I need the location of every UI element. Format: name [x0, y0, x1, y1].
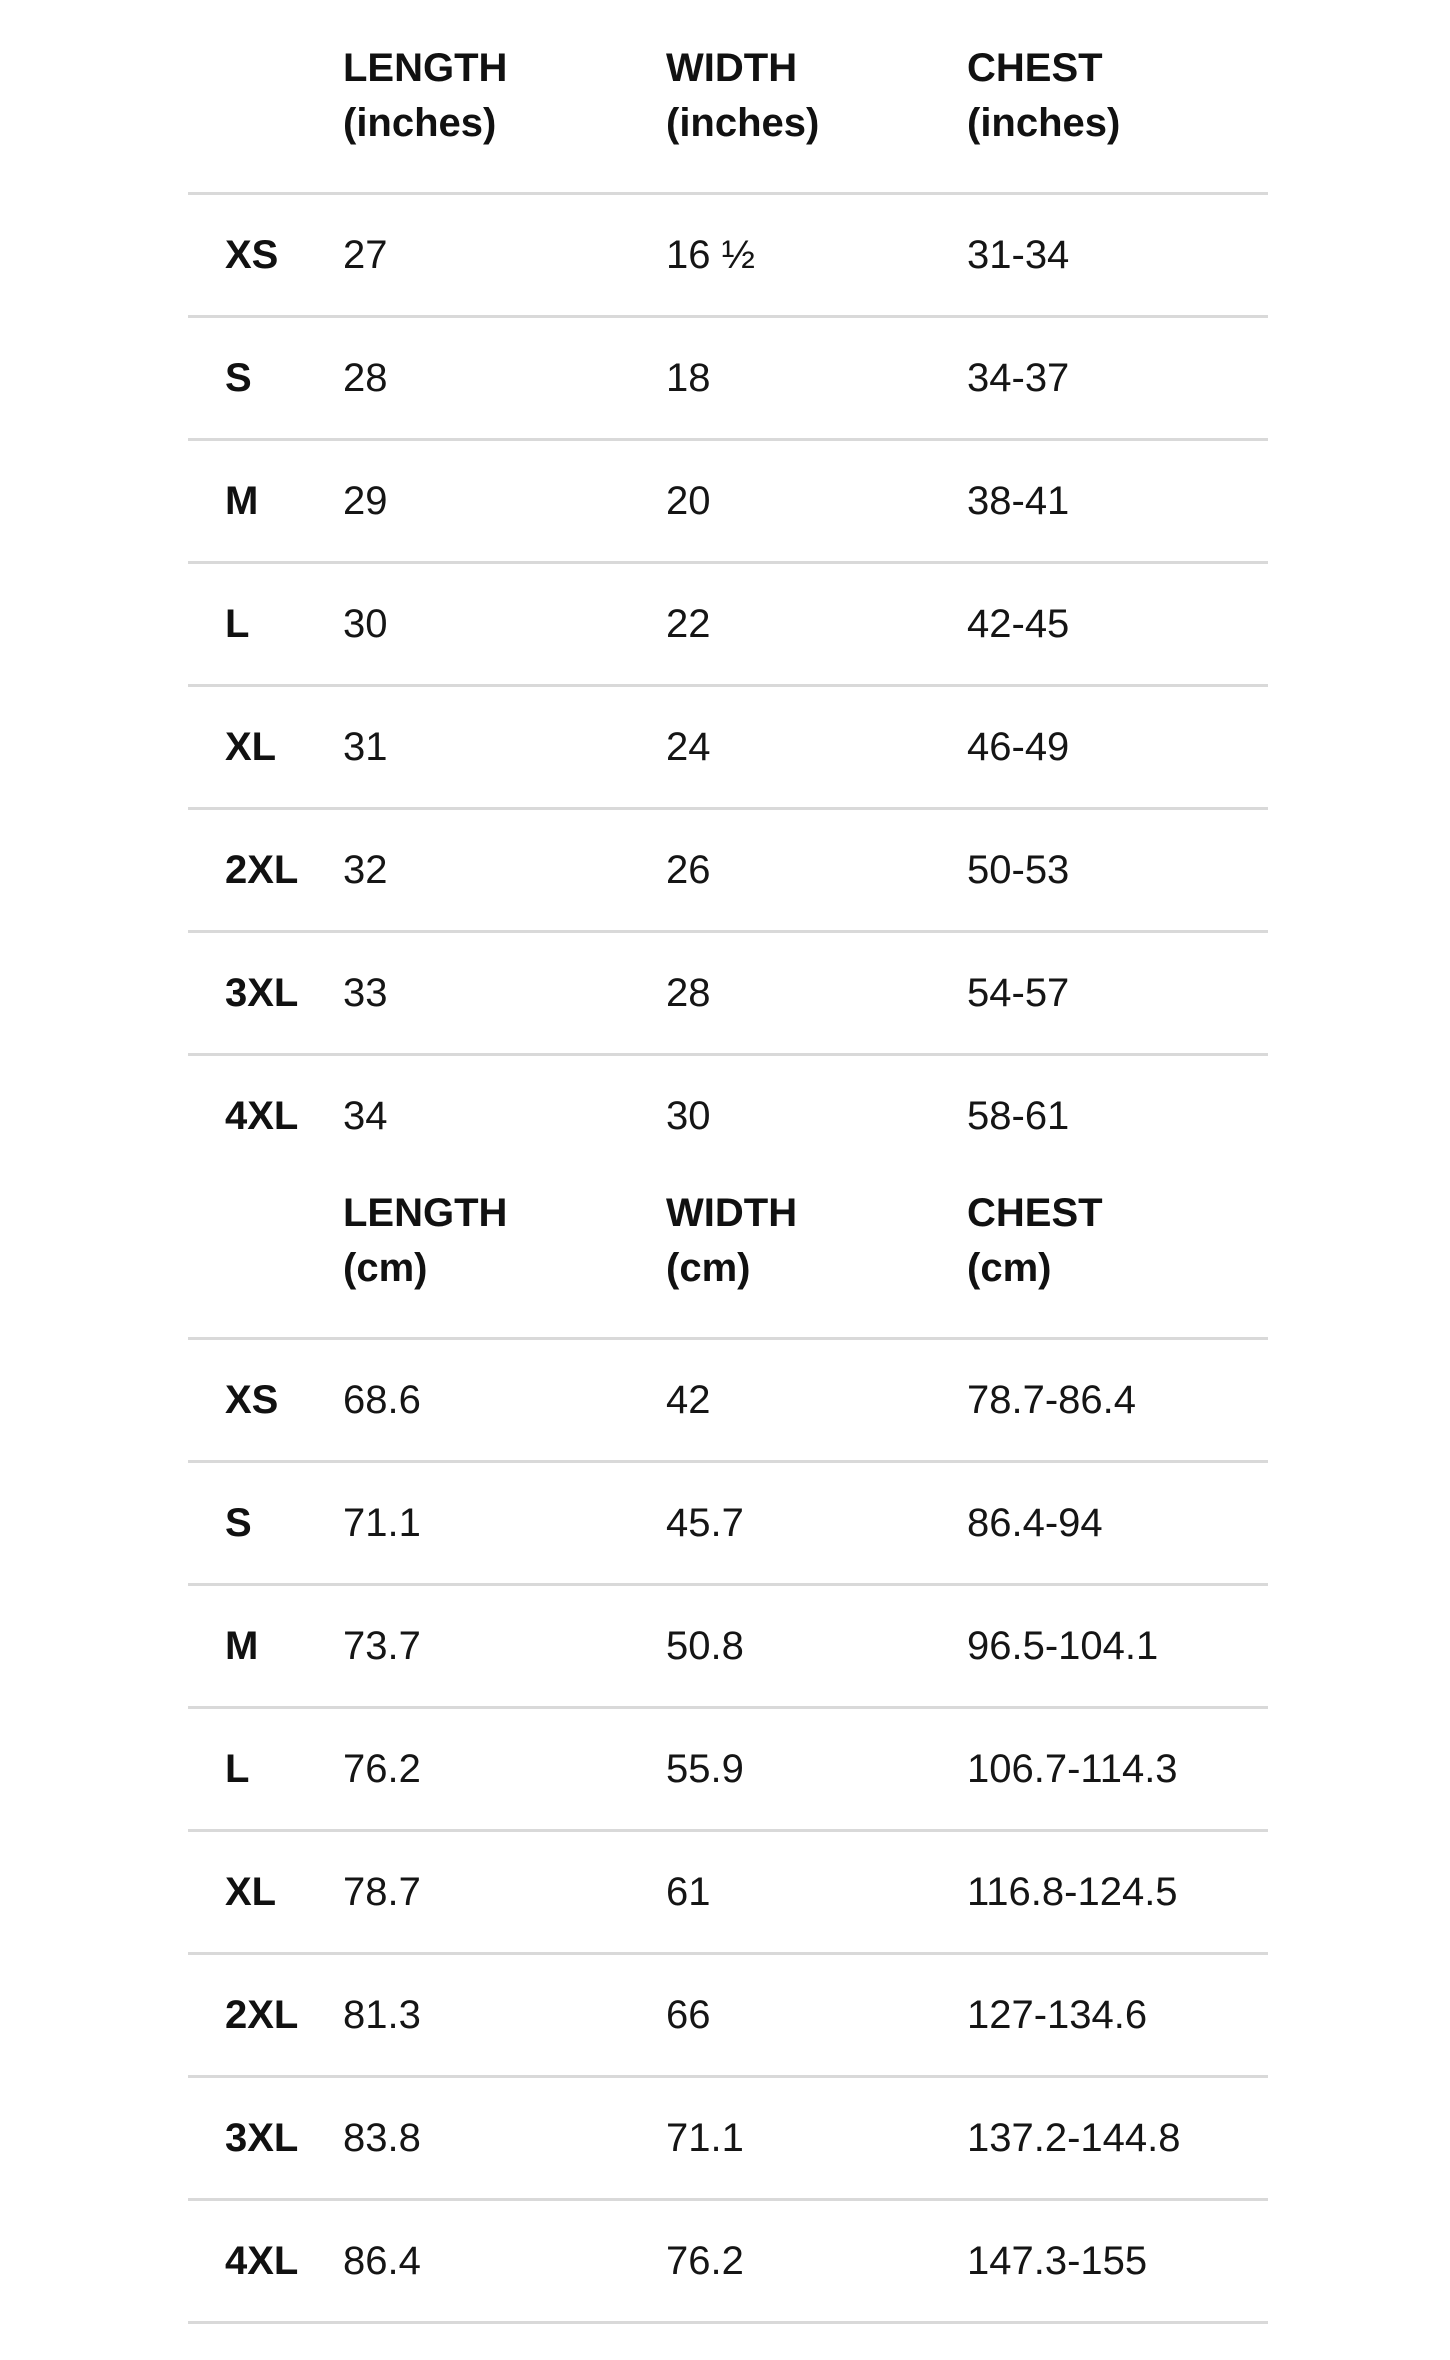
chest-cell: 147.3-155 [967, 2200, 1268, 2323]
header-unit: (inches) [343, 101, 497, 145]
header-width [666, 1145, 967, 1339]
table-row [188, 317, 1268, 440]
table-row [188, 440, 1268, 563]
length-cell: 83.8 [343, 2077, 666, 2200]
width-cell: 76.2 [666, 2200, 967, 2323]
table-row [188, 2077, 1268, 2200]
width-cell: 22 [666, 563, 967, 686]
length-cell: 81.3 [343, 1954, 666, 2077]
width-cell: 26 [666, 809, 967, 932]
size-cell: M [188, 1585, 343, 1708]
header-length [343, 0, 666, 194]
header-unit: (cm) [967, 1246, 1052, 1290]
width-cell: 16 ½ [666, 194, 967, 317]
table-row [188, 1954, 1268, 2077]
width-cell: 71.1 [666, 2077, 967, 2200]
width-cell: 55.9 [666, 1708, 967, 1831]
size-cell: 4XL [188, 2200, 343, 2323]
chest-cell: 96.5-104.1 [967, 1585, 1268, 1708]
size-table-cm [188, 1145, 1268, 2324]
length-cell: 71.1 [343, 1462, 666, 1585]
header-length [343, 1145, 666, 1339]
header-chest [967, 0, 1268, 194]
table-row [188, 1708, 1268, 1831]
header-label: LENGTH [343, 46, 508, 90]
size-cell: XL [188, 1831, 343, 1954]
width-cell: 61 [666, 1831, 967, 1954]
size-chart-inches [188, 0, 1268, 1176]
table-row [188, 2200, 1268, 2323]
chest-cell: 54-57 [967, 932, 1268, 1055]
table-row [188, 809, 1268, 932]
size-cell: S [188, 1462, 343, 1585]
size-table-inches [188, 0, 1268, 1176]
header-label: CHEST [967, 46, 1103, 90]
length-cell: 34 [343, 1094, 388, 1138]
length-cell: 31 [343, 686, 666, 809]
width-cell: 66 [666, 1954, 967, 2077]
table-row [188, 1339, 1268, 1462]
size-cell: XS [188, 1339, 343, 1462]
size-cell: 4XL [225, 1094, 299, 1138]
header-size [188, 0, 343, 194]
size-cell: M [188, 440, 343, 563]
width-cell: 45.7 [666, 1462, 967, 1585]
width-cell: 18 [666, 317, 967, 440]
size-chart-cm [188, 1145, 1268, 2324]
header-label: WIDTH [666, 1191, 798, 1235]
width-cell: 28 [666, 932, 967, 1055]
length-cell: 73.7 [343, 1585, 666, 1708]
size-cell: 3XL [188, 2077, 343, 2200]
chest-cell: 86.4-94 [967, 1462, 1268, 1585]
width-cell: 30 [666, 1094, 711, 1138]
header-width [666, 0, 967, 194]
width-cell: 42 [666, 1339, 967, 1462]
size-cell: L [188, 563, 343, 686]
size-cell: XL [188, 686, 343, 809]
size-cell: 2XL [188, 1954, 343, 2077]
size-cell: 3XL [188, 932, 343, 1055]
length-cell: 78.7 [343, 1831, 666, 1954]
length-cell: 68.6 [343, 1339, 666, 1462]
table-header-row [188, 1145, 1268, 1339]
chest-cell: 34-37 [967, 317, 1268, 440]
header-label: LENGTH [343, 1191, 508, 1235]
size-cell: 2XL [188, 809, 343, 932]
length-cell: 27 [343, 194, 666, 317]
chest-cell: 137.2-144.8 [967, 2077, 1268, 2200]
length-cell: 29 [343, 440, 666, 563]
width-cell: 50.8 [666, 1585, 967, 1708]
size-cell: XS [188, 194, 343, 317]
length-cell: 28 [343, 317, 666, 440]
width-cell: 20 [666, 440, 967, 563]
header-label: WIDTH [666, 46, 798, 90]
table-row [188, 1585, 1268, 1708]
chest-cell: 127-134.6 [967, 1954, 1268, 2077]
chest-cell: 58-61 [967, 1094, 1070, 1138]
chest-cell: 42-45 [967, 563, 1268, 686]
chest-cell: 78.7-86.4 [967, 1339, 1268, 1462]
header-label: CHEST [967, 1191, 1103, 1235]
chest-cell: 50-53 [967, 809, 1268, 932]
table-row [188, 686, 1268, 809]
header-unit: (cm) [666, 1246, 751, 1290]
header-unit: (inches) [666, 101, 820, 145]
chest-cell: 31-34 [967, 194, 1268, 317]
chest-cell: 106.7-114.3 [967, 1708, 1268, 1831]
length-cell: 86.4 [343, 2200, 666, 2323]
size-cell: S [188, 317, 343, 440]
header-unit: (inches) [967, 101, 1121, 145]
header-size [188, 1145, 343, 1339]
header-chest [967, 1145, 1268, 1339]
length-cell: 30 [343, 563, 666, 686]
header-unit: (cm) [343, 1246, 428, 1290]
length-cell: 76.2 [343, 1708, 666, 1831]
chest-cell: 38-41 [967, 440, 1268, 563]
chest-cell: 46-49 [967, 686, 1268, 809]
table-row [188, 932, 1268, 1055]
length-cell: 33 [343, 932, 666, 1055]
chest-cell: 116.8-124.5 [967, 1831, 1268, 1954]
size-cell: L [188, 1708, 343, 1831]
table-row [188, 194, 1268, 317]
width-cell: 24 [666, 686, 967, 809]
table-row [188, 1831, 1268, 1954]
table-header-row [188, 0, 1268, 194]
length-cell: 32 [343, 809, 666, 932]
table-row [188, 563, 1268, 686]
table-row [188, 1462, 1268, 1585]
